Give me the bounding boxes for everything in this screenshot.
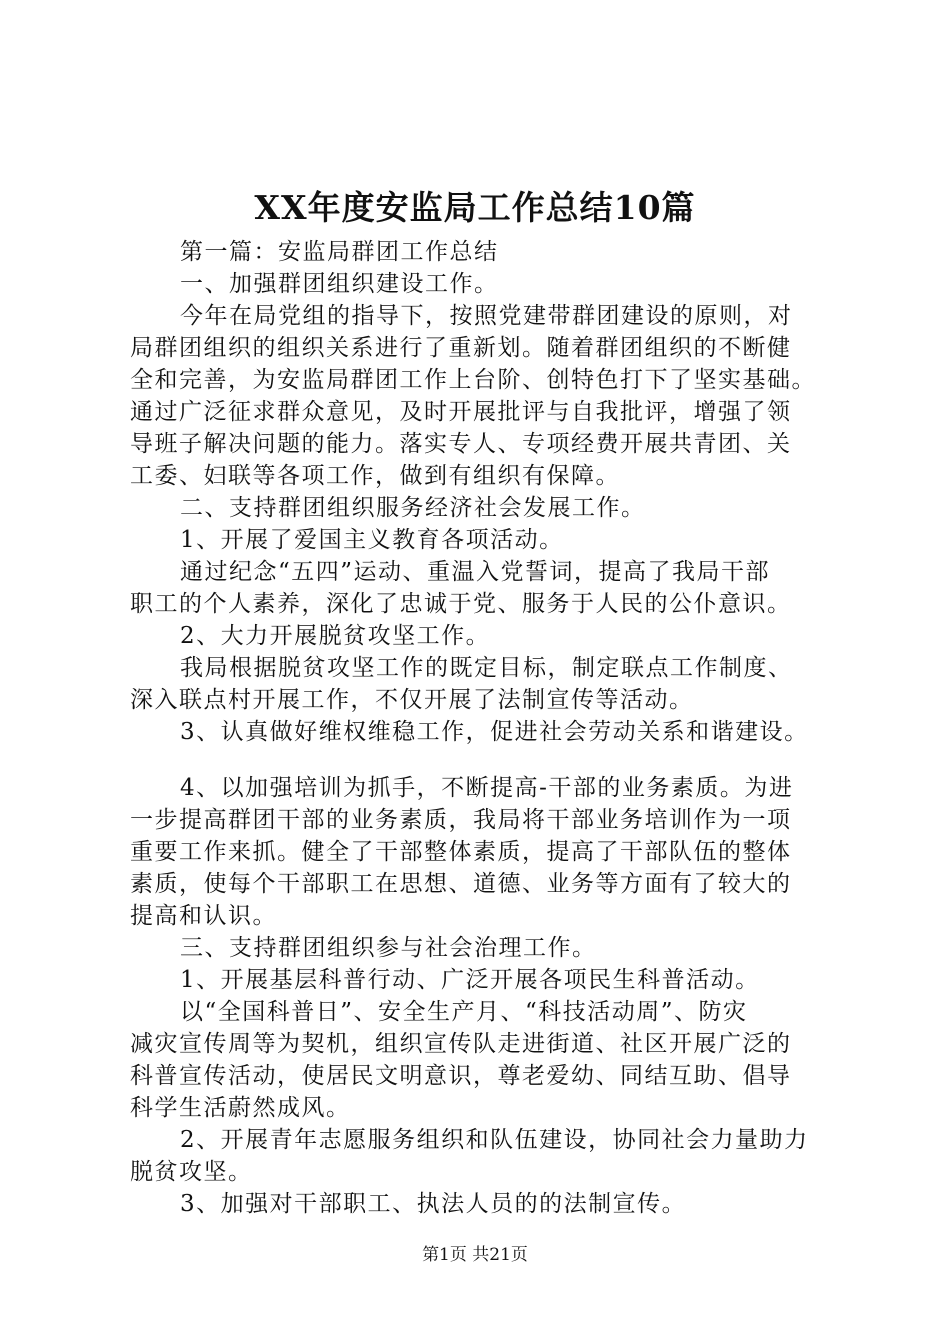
paragraph-line: 职工的个人素养，深化了忠诚于党、服务于人民的公仆意识。 bbox=[130, 591, 792, 617]
paragraph-line: 局群团组织的组织关系进行了重新划。随着群团组织的不断健 bbox=[130, 335, 792, 361]
subsection-heading: 二、支持群团组织服务经济社会发展工作。 bbox=[180, 495, 646, 521]
list-item-heading: 3、认真做好维权维稳工作，促进社会劳动关系和谐建设。 bbox=[180, 719, 809, 745]
paragraph-line: 今年在局党组的指导下，按照党建带群团建设的原则，对 bbox=[180, 303, 793, 329]
paragraph-line: 我局根据脱贫攻坚工作的既定目标，制定联点工作制度、 bbox=[180, 655, 793, 681]
paragraph-line: 脱贫攻坚。 bbox=[130, 1159, 253, 1185]
page-number-footer: 第1页 共21页 bbox=[422, 1245, 528, 1265]
blank-gap bbox=[130, 748, 835, 772]
paragraph-line: 提高和认识。 bbox=[130, 903, 277, 929]
paragraph-line: 4、以加强培训为抓手，不断提高-干部的业务素质。为进 bbox=[180, 775, 794, 801]
paragraph-line: 以“全国科普日”、安全生产月、“科技活动周”、防灾 bbox=[180, 999, 748, 1025]
list-item-heading: 1、开展基层科普行动、广泛开展各项民生科普活动。 bbox=[180, 967, 760, 993]
paragraph-line: 深入联点村开展工作，不仅开展了法制宣传等活动。 bbox=[130, 687, 694, 713]
paragraph-line: 通过纪念“五四”运动、重温入党誓词，提高了我局干部 bbox=[180, 559, 771, 585]
subsection-heading: 一、加强群团组织建设工作。 bbox=[180, 271, 499, 297]
paragraph-line: 重要工作来抓。健全了干部整体素质，提高了干部队伍的整体 bbox=[130, 839, 792, 865]
paragraph-line: 导班子解决问题的能力。落实专人、专项经费开展共青团、关 bbox=[130, 431, 792, 457]
paragraph-line: 工委、妇联等各项工作，做到有组织有保障。 bbox=[130, 463, 620, 489]
paragraph-line: 通过广泛征求群众意见，及时开展批评与自我批评，增强了领 bbox=[130, 399, 792, 425]
paragraph-line: 全和完善，为安监局群团工作上台阶、创特色打下了坚实基础。 bbox=[130, 367, 816, 393]
paragraph-line: 科学生活蔚然成风。 bbox=[130, 1095, 351, 1121]
list-item-heading: 2、大力开展脱贫攻坚工作。 bbox=[180, 623, 491, 649]
section-heading: 第一篇：安监局群团工作总结 bbox=[180, 239, 499, 265]
list-item-heading: 1、开展了爱国主义教育各项活动。 bbox=[180, 527, 564, 553]
list-item-heading: 3、加强对干部职工、执法人员的的法制宣传。 bbox=[180, 1191, 687, 1217]
subsection-heading: 三、支持群团组织参与社会治理工作。 bbox=[180, 935, 597, 961]
paragraph-line: 科普宣传活动，使居民文明意识，尊老爱幼、同结互助、倡导 bbox=[130, 1063, 792, 1089]
document-body bbox=[130, 236, 835, 1220]
paragraph-line: 减灾宣传周等为契机，组织宣传队走进街道、社区开展广泛的 bbox=[130, 1031, 792, 1057]
paragraph-line: 一步提高群团干部的业务素质，我局将干部业务培训作为一项 bbox=[130, 807, 792, 833]
paragraph-line: 素质，使每个干部职工在思想、道德、业务等方面有了较大的 bbox=[130, 871, 792, 897]
list-item-heading: 2、开展青年志愿服务组织和队伍建设，协同社会力量助力 bbox=[180, 1127, 809, 1153]
document-title: XX年度安监局工作总结10篇 bbox=[254, 188, 696, 227]
